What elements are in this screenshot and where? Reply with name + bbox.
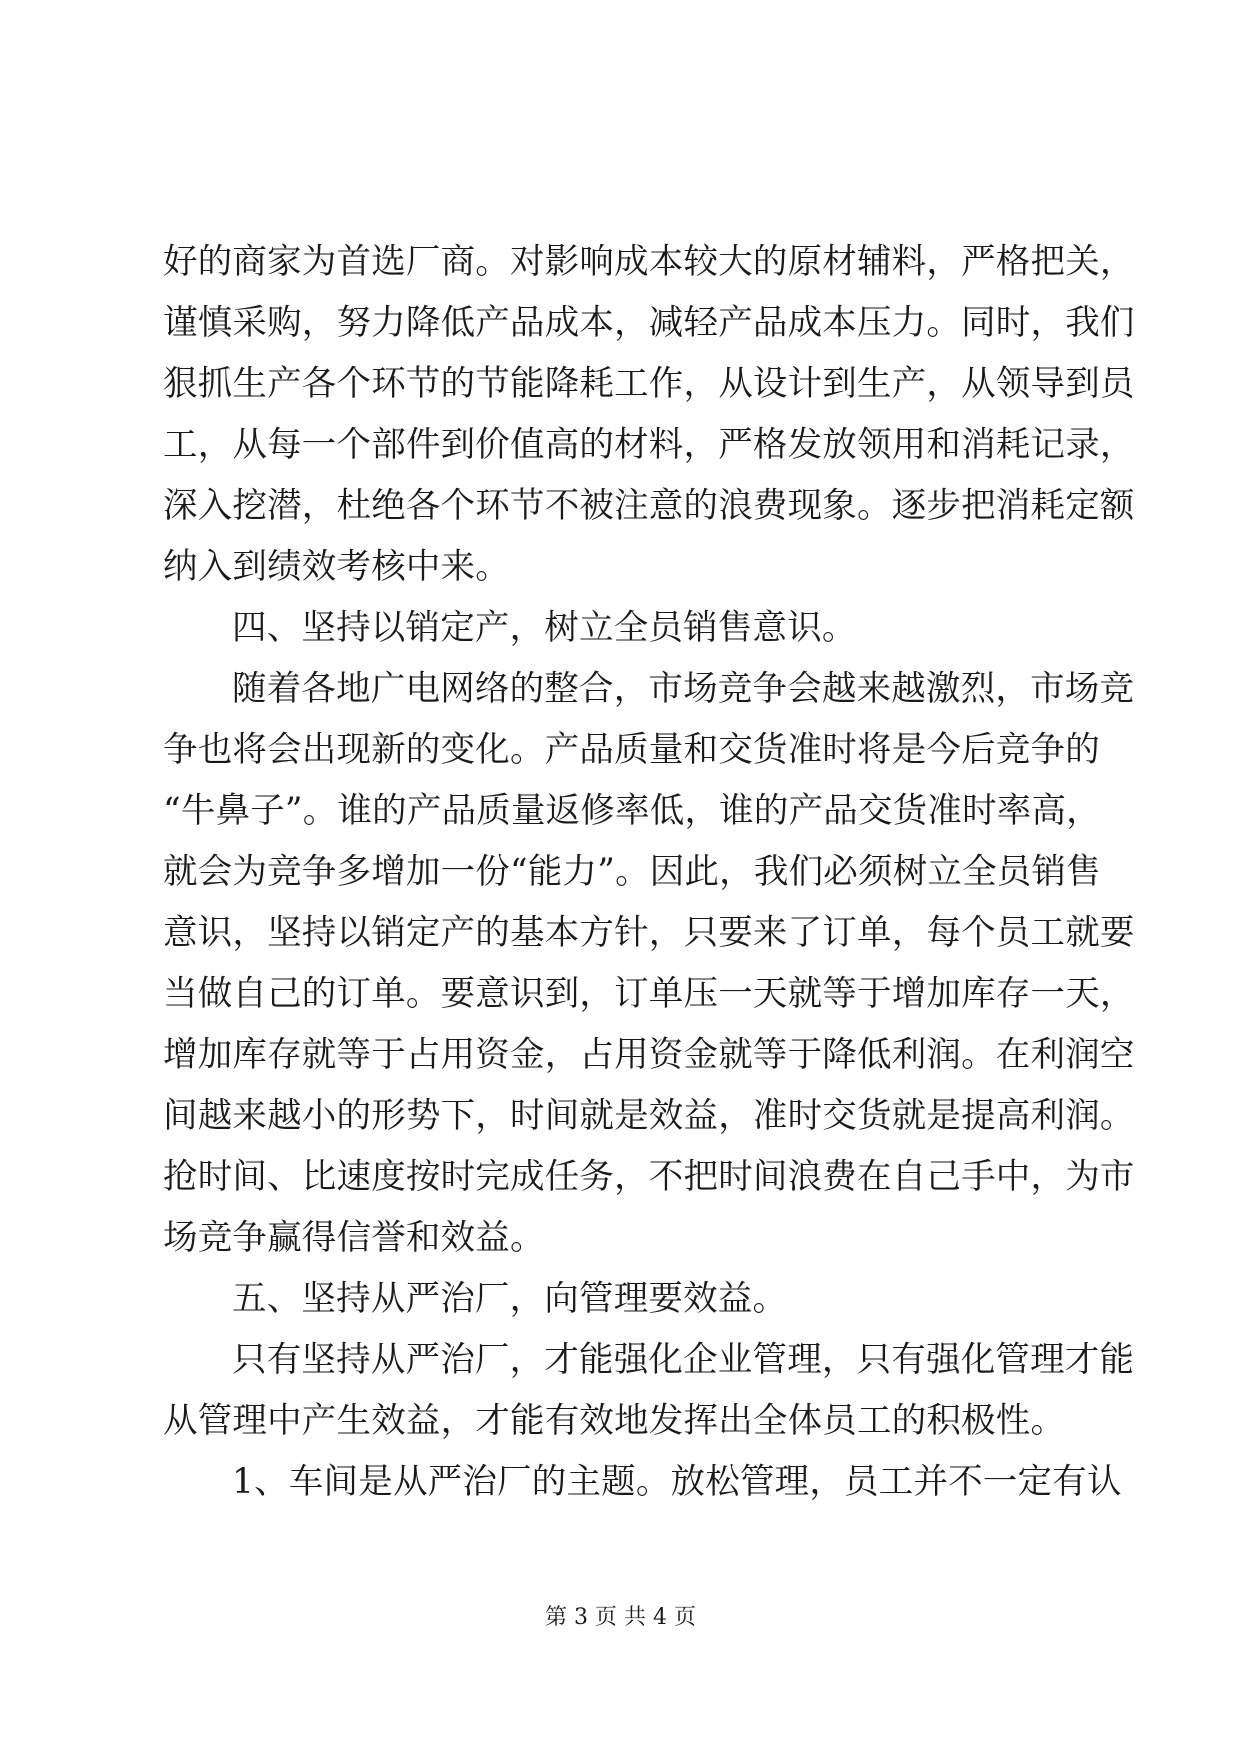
text-line: 争也将会出现新的变化。产品质量和交货准时将是今后竞争的 (163, 730, 1100, 770)
text-line: 四、坚持以销定产，树立全员销售意识。 (232, 608, 857, 648)
text-line: 从管理中产生效益，才能有效地发挥出全体员工的积极性。 (163, 1401, 1066, 1441)
text-line: “牛鼻子”。谁的产品质量返修率低，谁的产品交货准时率高， (163, 791, 1101, 831)
text-line: 只有坚持从严治厂，才能强化企业管理，只有强化管理才能 (232, 1340, 1135, 1380)
text-line: 深入挖潜，杜绝各个环节不被注意的浪费现象。逐步把消耗定额 (163, 486, 1135, 526)
text-line: 纳入到绩效考核中来。 (163, 547, 510, 587)
text-line: 谨慎采购，努力降低产品成本，减轻产品成本压力。同时，我们 (163, 303, 1135, 343)
page-footer: 第 3 页 共 4 页 (545, 1605, 696, 1630)
text-line: 就会为竞争多增加一份“能力”。因此，我们必须树立全员销售 (163, 852, 1101, 892)
text-line: 五、坚持从严治厂，向管理要效益。 (232, 1279, 788, 1319)
text-line: 狠抓生产各个环节的节能降耗工作，从设计到生产，从领导到员 (163, 364, 1135, 404)
text-line: 意识，坚持以销定产的基本方针，只要来了订单，每个员工就要 (163, 913, 1135, 953)
text-line: 间越来越小的形势下，时间就是效益，准时交货就是提高利润。 (163, 1096, 1135, 1136)
text-line: 随着各地广电网络的整合，市场竞争会越来越激烈，市场竞 (232, 669, 1135, 709)
text-line: 增加库存就等于占用资金，占用资金就等于降低利润。在利润空 (163, 1035, 1135, 1075)
text-line: 1、车间是从严治厂的主题。放松管理，员工并不一定有认 (232, 1462, 1122, 1502)
text-line: 好的商家为首选厂商。对影响成本较大的原材辅料，严格把关， (163, 242, 1135, 282)
text-line: 场竞争赢得信誉和效益。 (163, 1218, 545, 1258)
document-body (163, 232, 1135, 1513)
text-line: 工，从每一个部件到价值高的材料，严格发放领用和消耗记录， (163, 425, 1135, 465)
text-line: 当做自己的订单。要意识到，订单压一天就等于增加库存一天， (163, 974, 1135, 1014)
text-line: 抢时间、比速度按时完成任务，不把时间浪费在自己手中，为市 (163, 1157, 1135, 1197)
